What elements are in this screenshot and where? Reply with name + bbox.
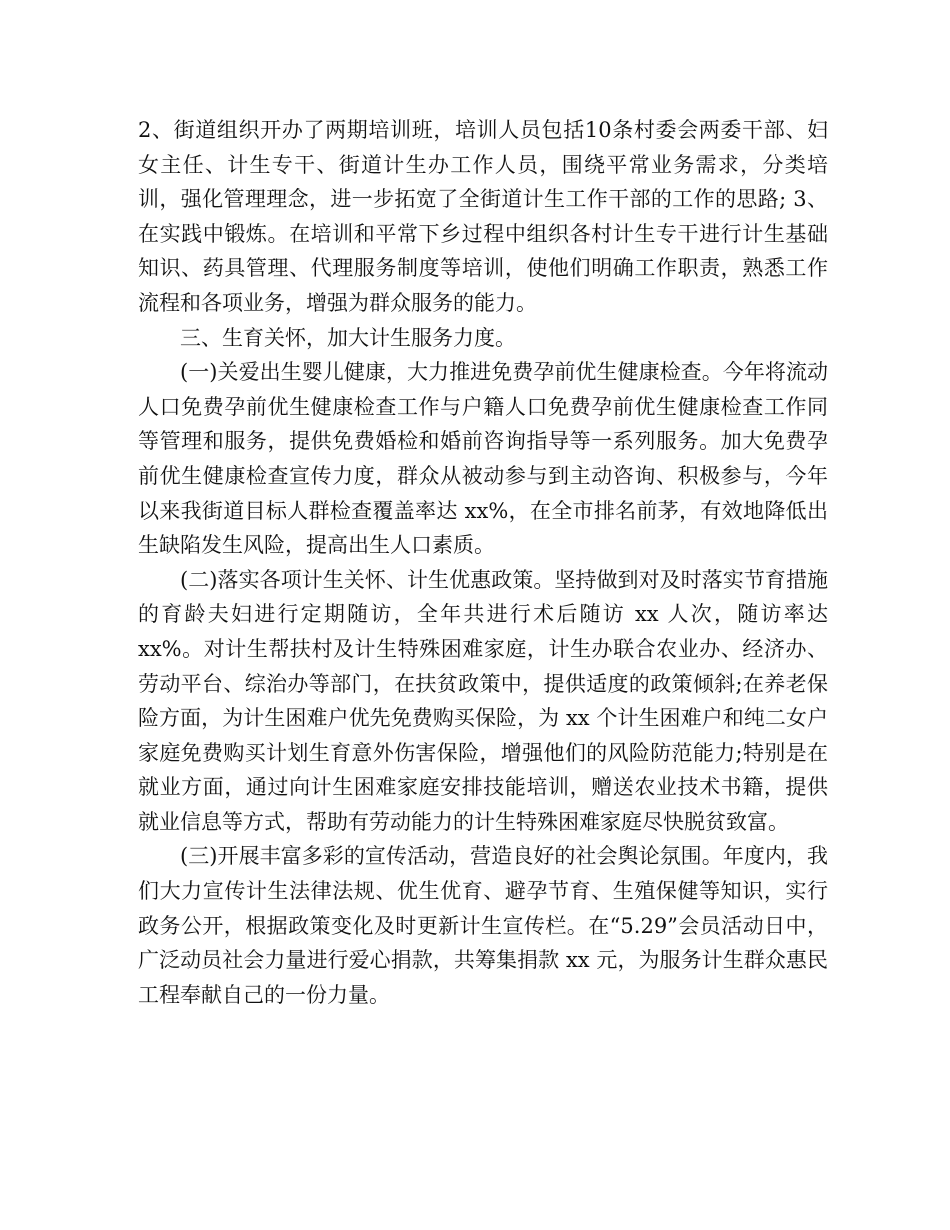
document-body bbox=[138, 113, 828, 1012]
paragraph-care-policies: (二)落实各项计生关怀、计生优惠政策。坚持做到对及时落实节育措施的育龄夫妇进行定期随访，全年共进行术后随访 xx 人次，随访率达 xx%。对计生帮扶村及计生特殊困难家庭，计生办联合农业办、经济办、劳动平台、综治办等部门，在扶贫政策中，提供适度的政策倾斜;在养老保险方面，为计生困难户优先免费购买保险，为 xx 个计生困难户和纯二女户家庭免费购买计划生育意外伤害保险，增强他们的风险防范能力;特别是在就业方面，通过向计生困难家庭安排技能培训，赠送农业技术书籍，提供就业信息等方式，帮助有劳动能力的计生特殊困难家庭尽快脱贫致富。 bbox=[138, 567, 828, 834]
paragraph-training: 2、街道组织开办了两期培训班，培训人员包括10条村委会两委干部、妇女主任、计生专干、街道计生办工作人员，围绕平常业务需求，分类培训，强化管理理念，进一步拓宽了全街道计生工作干部的工作的思路; 3、在实践中锻炼。在培训和平常下乡过程中组织各村计生专干进行计生基础知识、药具管理、代理服务制度等培训，使他们明确工作职责，熟悉工作流程和各项业务，增强为群众服务的能力。 bbox=[138, 118, 828, 315]
paragraph-publicity-activities: (三)开展丰富多彩的宣传活动，营造良好的社会舆论氛围。年度内，我们大力宣传计生法律法规、优生优育、避孕节育、生殖保健等知识，实行政务公开，根据政策变化及时更新计生宣传栏。在“5.29”会员活动日中，广泛动员社会力量进行爱心捐款，共筹集捐款 xx 元，为服务计生群众惠民工程奉献自己的一份力量。 bbox=[138, 844, 828, 1007]
section-heading-birth-care: 三、生育关怀，加大计生服务力度。 bbox=[180, 325, 516, 350]
paragraph-health-check: (一)关爱出生婴儿健康，大力推进免费孕前优生健康检查。今年将流动人口免费孕前优生健康检查工作与户籍人口免费孕前优生健康检查工作同等管理和服务，提供免费婚检和婚前咨询指导等一系列服务。加大免费孕前优生健康检查宣传力度，群众从被动参与到主动咨询、积极参与，今年以来我街道目标人群检查覆盖率达 xx%，在全市排名前茅，有效地降低出生缺陷发生风险，提高出生人口素质。 bbox=[138, 360, 828, 558]
